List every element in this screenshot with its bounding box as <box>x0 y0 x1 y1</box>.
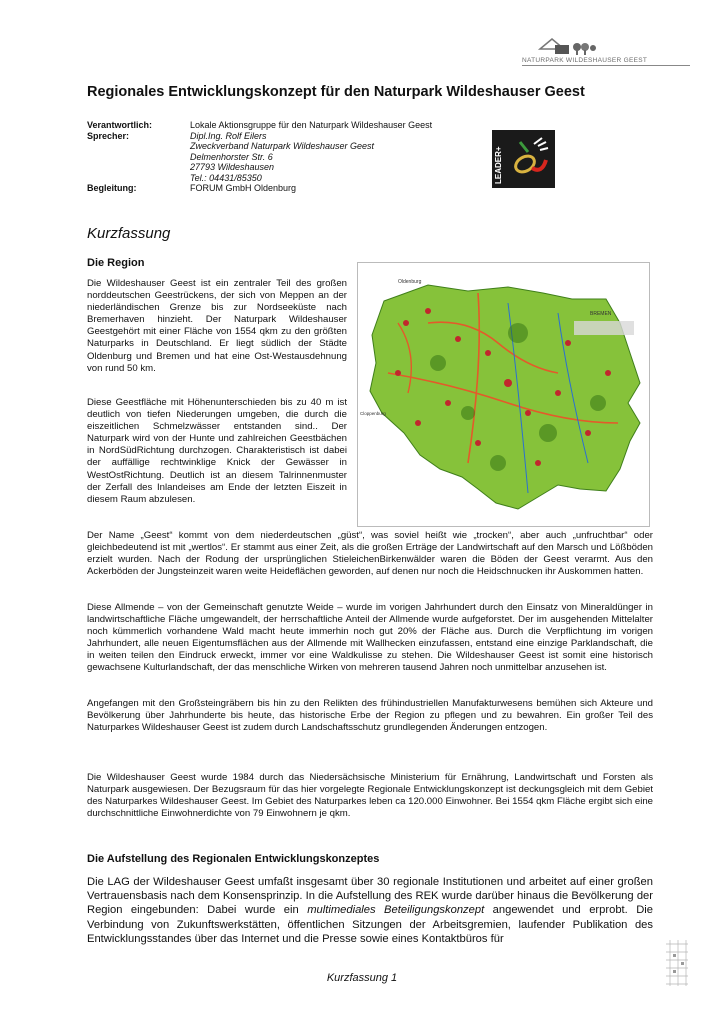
section-title-kurzfassung: Kurzfassung <box>87 225 171 242</box>
meta-label: Sprecher: <box>87 130 130 141</box>
leader-logo-text: LEADER+ <box>494 146 503 184</box>
map-label: BREMEN <box>590 311 612 317</box>
heading-aufstellung: Die Aufstellung des Regionalen Entwicklungskonzeptes <box>87 853 380 865</box>
paragraph <box>87 875 653 946</box>
document-title: Regionales Entwicklungskonzept für den Naturpark Wildeshauser Geest <box>87 84 585 100</box>
paragraph-text: angewendet und erprobt. Die Verbindung von Zukunftswerkstätten, öffentlichen Sitzungen der Arbeitsgremien, laufender Publikation des Entwicklungsstandes über das Internet und die Presse sowie eines Kontaktbüros für <box>87 904 654 945</box>
emphasis-text: multimediales Beteiligungskonzept <box>307 904 485 917</box>
naturpark-map <box>357 262 650 527</box>
house-tree-icon <box>522 36 692 58</box>
meta-value: FORUM GmbH Oldenburg <box>190 183 297 193</box>
logo-text: NATURPARK WILDESHAUSER GEEST <box>522 57 648 64</box>
heading-die-region: Die Region <box>87 257 145 269</box>
paragraph: Diese Geestfläche mit Höhenunterschieden bis zu 40 m ist deutlich von tiefen Niederungen umgeben, die durch die eiszeitlichen Schmelzwässer entstanden sind.. Der Naturpark wird von der Hunte und zahlreichen Geestbächen in NordSüdRichtung durchzogen. Charakteristisch ist dabei der auffällige rechtwinklige Knick der Gewässer in WestOstRichtung. Deutlich ist an diesem Talrinnenmuster der Zerfall des Inlandeises am Ende der letzten Eiszeit in diesem Raum abzulesen. <box>87 397 347 505</box>
map-label: Oldenburg <box>398 279 422 285</box>
meta-value: Lokale Aktionsgruppe für den Naturpark Wildeshauser Geest <box>190 120 433 130</box>
meta-value: 27793 Wildeshausen <box>190 162 274 172</box>
paragraph: Angefangen mit den Großsteingräbern bis hin zu den Relikten des frühindustriellen Manufakturwesens bemühen sich Akteure und Bevölkerung über Jahrhunderte bis heute, das historische Erbe der Region zu pflegen und zu bewahren. Ein großer Teil des Naturparkes Wildeshauser Geest ist zudem durch Landschaftsschutz grundlegenden Änderungen entzogen. <box>87 698 653 734</box>
meta-label: Begleitung: <box>87 183 137 193</box>
paragraph: Diese Allmende – von der Gemeinschaft genutzte Weide – wurde im vorigen Jahrhundert durch den Einsatz von Mineraldünger in landwirtschaftliche Fläche umgewandelt, der herrschaftliche Anteil der Allmende wurde aufgeforstet. Der im ausgehenden Mittelalter noch kümmerlich vorhandene Wald macht heute immerhin noch gut 20% der Fläche aus. Durch die Verpflichtung im vorigen Jahrhundert, alle neuen Eigentumsflächen aus der Allmende mit Wallhecken einzufassen, entstand eine einzige Parklandschaft, die in weiten teilen den Eindruck erweckt, immer vor eine Waldkulisse zu stehen. Die Wildeshauser Geest ist somit eine historisch gewachsene Kulturlandschaft, der das menschliche Wirken von mehreren tausend Jahren noch unmittelbar anzusehen ist. <box>87 602 653 674</box>
meta-label: Verantwortlich: <box>87 120 153 130</box>
map-label: Cloppenburg <box>360 411 386 416</box>
paragraph: Die Wildeshauser Geest ist ein zentraler Teil des großen norddeutschen Geestrückens, der sich von Meppen an der niederländischen Grenze bis zur Nordseeküste nach Bremerhaven hinzieht. Der Naturpark Wildeshauser Geestgehört mit einer Fläche von 1554 qkm zu den größten Naturparks in Deutschland. Er liegt südlich der Städte Oldenburg und Bremen und hat eine Ost-Westausdehnung von rund 50 km. <box>87 278 347 374</box>
paragraph: Die Wildeshauser Geest wurde 1984 durch das Niedersächsische Ministerium für Ernährung, Landwirtschaft und Forsten als Naturpark ausgewiesen. Der Bezugsraum für das hier vorgelegte Regionale Entwicklungskonzept ist deckungsgleich mit dem Gebiet des Naturparkes Wildeshauser Geest. Im Gebiet des Naturparkes leben ca 120.000 Einwohner. Bei 1554 qkm Fläche ergibt sich eine durchschnittliche Einwohnerdichte von 79 Einwohnern je qkm. <box>87 772 653 820</box>
naturpark-logo <box>522 36 692 72</box>
meta-value: Zweckverband Naturpark Wildeshauser Geest <box>190 141 374 151</box>
meta-value: Tel.: 04431/85350 <box>190 172 262 183</box>
meta-value: Dipl.Ing. Rolf Eilers <box>190 130 267 141</box>
leader-logo <box>492 130 555 188</box>
logo-rule <box>522 65 690 66</box>
paragraph: Der Name „Geest“ kommt von dem niederdeutschen „güst“, was soviel heißt wie „trocken“, aber auch „unfruchtbar“ oder gleichbedeutend ist mit „wertlos“. Er stammt aus einer Zeit, als die großen Erträge der Landwirtschaft auf den Marsch und Lößböden erzielt wurden. Nach der Rodung der ursprünglichen StieleichenBirkenwälder waren die Böden der Geest verarmt. Aus den Ackerböden der Jungsteinzeit waren weite Heideflächen geworden, auf denen nur noch die Heidschnucken ihr Auskommen hatten. <box>87 530 653 578</box>
meta-value: Delmenhorster Str. 6 <box>190 151 273 162</box>
page-footer: Kurzfassung 1 <box>326 972 398 984</box>
paragraph-text: Die LAG der Wildeshauser Geest umfaßt insgesamt über 30 regionale Institutionen und arbeitet auf einer großen Vertrauensbasis nach dem Konsensprinzip. In die Aufstellung des REK wurde darüber hinaus die Bevölkerung der Region eingebunden: Dabei wurde ein <box>87 876 653 917</box>
